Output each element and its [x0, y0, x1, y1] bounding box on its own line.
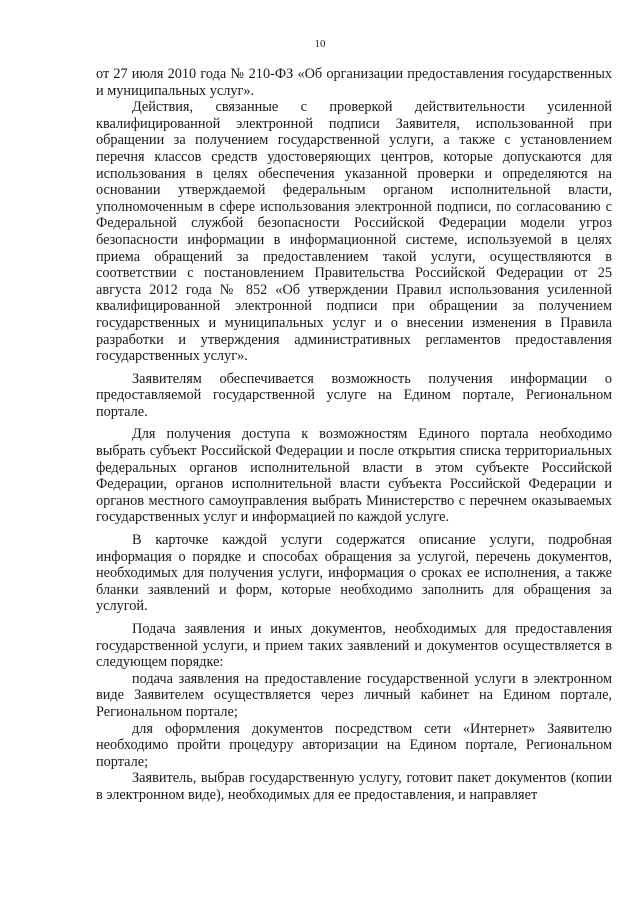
- paragraph-document-package: Заявитель, выбрав государственную услугу, готовит пакет документов (копии в электронном виде), необходимых для ее предоставления, и направляет: [96, 770, 612, 803]
- paragraph-continuation: от 27 июля 2010 года № 210-ФЗ «Об организации предоставления государственных и муниципальных услуг».: [96, 66, 612, 99]
- page-number: 10: [314, 38, 326, 50]
- paragraph-signature-verification: Действия, связанные с проверкой действительности усиленной квалифицированной электронной подписи Заявителя, использованной при обращении за получением государственной услуги, а также с установлением перечня классов средств удостоверяющих центров, которые допускаются для использования в целях обеспечения указанной проверки и определяются на основании утверждаемой федеральным органом исполнительной власти, уполномоченным в сфере использования электронной подписи, по согласованию с Федеральной службой безопасности Российской Федерации модели угроз безопасности информации в информационной системе, используемой в целях приема обращений за предоставлением такой услуги, осуществляются в соответствии с постановлением Правительства Российской Федерации от 25 августа 2012 года № 852 «Об утверждении Правил использования усиленной квалифицированной электронной подписи при обращении за получением государственных и муниципальных услуг и о внесении изменения в Правила разработки и утверждения административных регламентов предоставления государственных услуг».: [96, 99, 612, 365]
- document-body: [96, 66, 612, 804]
- paragraph-portal-access: Для получения доступа к возможностям Единого портала необходимо выбрать субъект Российской Федерации и после открытия списка территориальных федеральных органов исполнительной власти в этом субъекте Российской Федерации, органов исполнительной власти субъекта Российской Федерации и органов местного самоуправления выбрать Министерство с перечнем оказываемых государственных услуг и информацией по каждой услуге.: [96, 426, 612, 526]
- paragraph-service-card: В карточке каждой услуги содержатся описание услуги, подробная информация о порядке и способах обращения за услугой, перечень документов, необходимых для получения услуги, информация о сроках ее исполнения, а также бланки заявлений и форм, которые необходимо заполнить для обращения за услугой.: [96, 532, 612, 615]
- paragraph-authorization: для оформления документов посредством сети «Интернет» Заявителю необходимо пройти процедуру авторизации на Едином портале, Региональном портале;: [96, 720, 612, 770]
- paragraph-electronic-submission: подача заявления на предоставление государственной услуги в электронном виде Заявителем осуществляется через личный кабинет на Едином портале, Региональном портале;: [96, 670, 612, 720]
- paragraph-information-access: Заявителям обеспечивается возможность получения информации о предоставляемой государственной услуге на Едином портале, Региональном портале.: [96, 370, 612, 420]
- paragraph-submission-order: Подача заявления и иных документов, необходимых для предоставления государственной услуги, и прием таких заявлений и документов осуществляется в следующем порядке:: [96, 621, 612, 671]
